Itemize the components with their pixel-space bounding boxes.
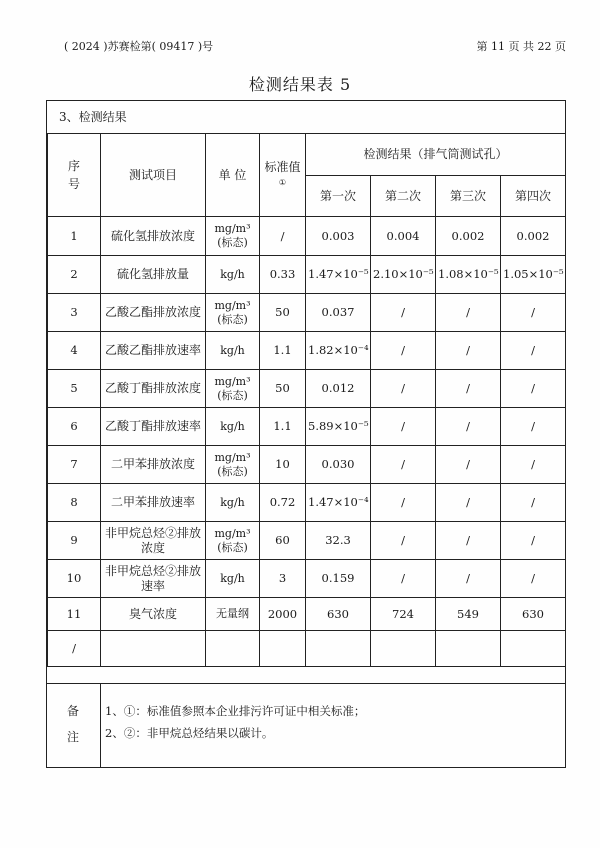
- row-standard: 0.33: [260, 256, 306, 294]
- row-unit: [206, 370, 260, 408]
- row-value-run-1: 1.47×10⁻⁴: [306, 484, 371, 522]
- table-row: [48, 256, 566, 294]
- header-seq: 序号: [48, 134, 101, 217]
- header-run-3: 第三次: [436, 176, 501, 217]
- row-value-run-4: /: [501, 408, 566, 446]
- header-standard-mark: ①: [278, 178, 287, 187]
- row-unit: [206, 560, 260, 598]
- row-unit-value: mg/m³: [214, 222, 251, 235]
- row-value-run-3: /: [436, 522, 501, 560]
- row-value-run-1: 0.030: [306, 446, 371, 484]
- row-seq: 5: [48, 370, 101, 408]
- row-item: 二甲苯排放浓度: [101, 446, 206, 484]
- row-value-run-3: 0.002: [436, 217, 501, 256]
- table-row: [48, 484, 566, 522]
- row-unit-note: (标态): [217, 236, 248, 249]
- notes-label: [47, 684, 101, 768]
- row-value-run-3: /: [436, 408, 501, 446]
- header-standard-label: 标准值: [264, 160, 301, 174]
- row-value-run-2: /: [371, 560, 436, 598]
- notes-section: [47, 683, 565, 768]
- row-standard: 2000: [260, 598, 306, 631]
- notes-label-2: 注: [67, 730, 80, 744]
- row-standard: [260, 631, 306, 667]
- row-value-run-3: 1.08×10⁻⁵: [436, 256, 501, 294]
- table-row: [48, 560, 566, 598]
- row-item: 硫化氢排放浓度: [101, 217, 206, 256]
- row-item: 乙酸丁酯排放速率: [101, 408, 206, 446]
- results-table: [47, 133, 566, 667]
- row-unit-note: (标态): [217, 388, 248, 402]
- header-standard: [260, 134, 306, 217]
- row-value-run-4: 0.002: [501, 217, 566, 256]
- row-unit: [206, 256, 260, 294]
- row-unit-value: mg/m³: [214, 450, 251, 464]
- row-item: 二甲苯排放速率: [101, 484, 206, 522]
- row-value-run-3: /: [436, 484, 501, 522]
- row-value-run-2: 724: [371, 598, 436, 631]
- row-value-run-2: /: [371, 294, 436, 332]
- row-seq: /: [48, 631, 101, 667]
- row-standard: 50: [260, 370, 306, 408]
- row-item: 乙酸丁酯排放浓度: [101, 370, 206, 408]
- header-item: 测试项目: [101, 134, 206, 217]
- row-unit-value: kg/h: [220, 343, 245, 357]
- row-value-run-2: 2.10×10⁻⁵: [371, 256, 436, 294]
- row-value-run-4: [501, 631, 566, 667]
- page-title: 检测结果表 5: [248, 75, 352, 94]
- row-standard: 60: [260, 522, 306, 560]
- row-seq: 10: [48, 560, 101, 598]
- section-title: 3、检测结果: [59, 110, 127, 124]
- row-value-run-3: /: [436, 294, 501, 332]
- page-info: 第 11 页 共 22 页: [476, 40, 566, 53]
- row-value-run-4: /: [501, 484, 566, 522]
- results-frame: [46, 100, 566, 768]
- row-standard: /: [260, 217, 306, 256]
- table-row: [48, 408, 566, 446]
- row-unit-value: 无量纲: [216, 607, 249, 620]
- row-value-run-2: /: [371, 522, 436, 560]
- table-row: [48, 217, 566, 256]
- row-value-run-1: 0.012: [306, 370, 371, 408]
- results-body: [48, 217, 566, 667]
- row-seq: 6: [48, 408, 101, 446]
- row-value-run-4: /: [501, 370, 566, 408]
- row-seq: 8: [48, 484, 101, 522]
- row-unit-note: (标态): [217, 312, 248, 326]
- row-unit-value: mg/m³: [214, 526, 251, 540]
- row-item: 乙酸乙酯排放速率: [101, 332, 206, 370]
- row-value-run-1: 0.003: [306, 217, 371, 256]
- row-unit: [206, 598, 260, 631]
- row-value-run-1: 630: [306, 598, 371, 631]
- row-value-run-2: /: [371, 370, 436, 408]
- row-value-run-2: /: [371, 332, 436, 370]
- row-seq: 1: [48, 217, 101, 256]
- row-value-run-2: /: [371, 408, 436, 446]
- header-unit: 单 位: [206, 134, 260, 217]
- table-row: [48, 631, 566, 667]
- row-standard: 1.1: [260, 408, 306, 446]
- table-row: [48, 370, 566, 408]
- row-value-run-2: [371, 631, 436, 667]
- table-row: [48, 522, 566, 560]
- row-value-run-3: /: [436, 560, 501, 598]
- row-value-run-2: /: [371, 446, 436, 484]
- header-results: 检测结果（排气筒测试孔）: [306, 134, 566, 176]
- row-item: 非甲烷总烃②排放浓度: [101, 522, 206, 560]
- table-row: [48, 294, 566, 332]
- notes-label-1: 备: [67, 704, 80, 718]
- row-seq: 9: [48, 522, 101, 560]
- row-seq: 7: [48, 446, 101, 484]
- row-value-run-3: /: [436, 446, 501, 484]
- row-value-run-4: /: [501, 332, 566, 370]
- row-value-run-3: /: [436, 370, 501, 408]
- row-item: 硫化氢排放量: [101, 256, 206, 294]
- row-value-run-4: /: [501, 446, 566, 484]
- row-value-run-1: 0.159: [306, 560, 371, 598]
- header-run-4: 第四次: [501, 176, 566, 217]
- table-row: [48, 598, 566, 631]
- row-item: 乙酸乙酯排放浓度: [101, 294, 206, 332]
- row-unit: [206, 332, 260, 370]
- row-unit-value: kg/h: [220, 419, 245, 433]
- row-value-run-4: /: [501, 522, 566, 560]
- row-value-run-4: /: [501, 294, 566, 332]
- row-value-run-4: 1.05×10⁻⁵: [501, 256, 566, 294]
- row-unit-value: mg/m³: [214, 298, 251, 312]
- row-seq: 11: [48, 598, 101, 631]
- row-item: 非甲烷总烃②排放速率: [101, 560, 206, 598]
- header-run-1: 第一次: [306, 176, 371, 217]
- row-seq: 4: [48, 332, 101, 370]
- row-value-run-1: [306, 631, 371, 667]
- row-value-run-3: [436, 631, 501, 667]
- table-row: [48, 332, 566, 370]
- row-unit-note: (标态): [217, 540, 248, 554]
- note-line-1: 1、①：标准值参照本企业排污许可证中相关标准；: [105, 704, 366, 718]
- row-unit: [206, 522, 260, 560]
- row-unit-value: kg/h: [220, 571, 245, 585]
- table-row: [48, 446, 566, 484]
- row-unit: [206, 217, 260, 256]
- row-unit-value: kg/h: [220, 267, 245, 281]
- row-value-run-2: /: [371, 484, 436, 522]
- row-value-run-2: 0.004: [371, 217, 436, 256]
- row-standard: 10: [260, 446, 306, 484]
- row-value-run-1: 1.82×10⁻⁴: [306, 332, 371, 370]
- row-value-run-3: 549: [436, 598, 501, 631]
- row-seq: 2: [48, 256, 101, 294]
- row-unit: [206, 631, 260, 667]
- row-standard: 0.72: [260, 484, 306, 522]
- row-unit: [206, 408, 260, 446]
- row-standard: 50: [260, 294, 306, 332]
- row-value-run-4: /: [501, 560, 566, 598]
- row-unit: [206, 484, 260, 522]
- report-number: ( 2024 )苏赛检第( 09417 )号: [64, 40, 214, 53]
- row-unit: [206, 294, 260, 332]
- row-seq: 3: [48, 294, 101, 332]
- row-item: 臭气浓度: [101, 598, 206, 631]
- notes-text: [105, 700, 365, 744]
- row-unit: [206, 446, 260, 484]
- row-value-run-1: 1.47×10⁻⁵: [306, 256, 371, 294]
- row-value-run-1: 0.037: [306, 294, 371, 332]
- row-unit-value: kg/h: [220, 495, 245, 509]
- row-standard: 3: [260, 560, 306, 598]
- note-line-2: 2、②：非甲烷总烃结果以碳计。: [105, 726, 274, 740]
- row-value-run-1: 5.89×10⁻⁵: [306, 408, 371, 446]
- row-standard: 1.1: [260, 332, 306, 370]
- row-value-run-1: 32.3: [306, 522, 371, 560]
- row-value-run-3: /: [436, 332, 501, 370]
- row-unit-note: (标态): [217, 464, 248, 478]
- row-value-run-4: 630: [501, 598, 566, 631]
- header-run-2: 第二次: [371, 176, 436, 217]
- row-item: [101, 631, 206, 667]
- row-unit-value: mg/m³: [214, 374, 251, 388]
